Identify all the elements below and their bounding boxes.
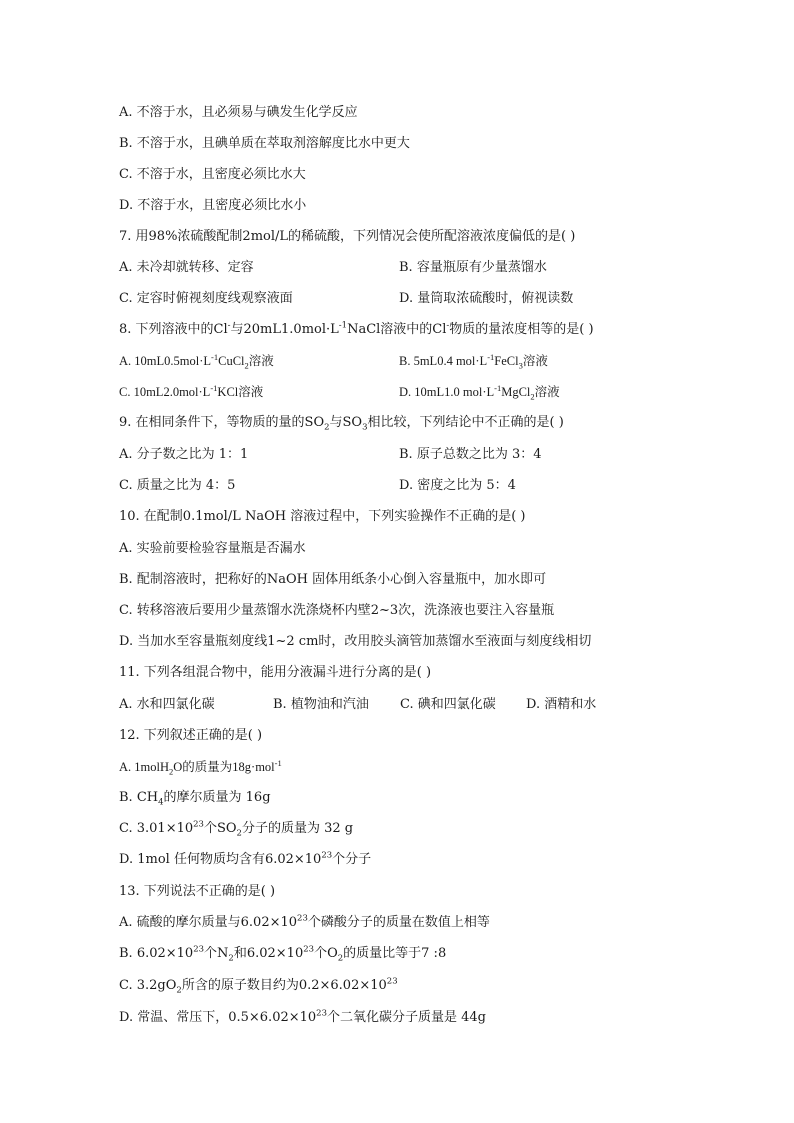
- q9-option-d: D. 密度之比为 5：4: [399, 478, 516, 493]
- q9-option-b: B. 原子总数之比为 3：4: [399, 447, 542, 462]
- q6-option-c: C. 不溶于水，且密度必须比水大: [119, 167, 306, 182]
- q10-option-b: B. 配制溶液时，把称好的NaOH 固体用纸条小心倒入容量瓶中，加水即可: [119, 572, 547, 587]
- q11-options: [119, 696, 596, 714]
- q10-option-d: D. 当加水至容量瓶刻度线1~2 cm时，改用胶头滴管加蒸馏水至液面与刻度线相切: [119, 634, 592, 649]
- q7-stem: 7. 用98%浓硫酸配制2mol/L的稀硫酸，下列情况会使所配溶液浓度偏低的是( ): [119, 229, 576, 244]
- q8-option-d: D. 10mL1.0 $mol\cdot L^{-1}MgCl_2$溶液: [399, 382, 560, 402]
- q8-option-b: B. 5mL0.4 $mol\cdot L^{-1}FeCl_3$溶液: [399, 351, 548, 371]
- q13-option-a: A. 硫酸的摩尔质量与$6.02\times 10^{23}$个磷酸分子的质量在数值上相等: [119, 913, 490, 930]
- q7-option-d: D. 量筒取浓硫酸时，俯视读数: [399, 291, 574, 306]
- q10-option-a: A. 实验前要检验容量瓶是否漏水: [119, 541, 306, 556]
- q6-option-a: A. 不溶于水，且必须易与碘发生化学反应: [119, 105, 358, 120]
- q13-stem: 13. 下列说法不正确的是( ): [119, 884, 276, 899]
- q8-stem: 8. 下列溶液中的Cl-与$20mL1.0mol\cdot L^{-1}NaCl$溶液中的Cl-物质的量浓度相等的是( ): [119, 320, 594, 337]
- q10-stem: 10. 在配制0.1mol/L NaOH 溶液过程中，下列实验操作不正确的是( ): [119, 509, 526, 524]
- q12-option-a: A. 1molH$_2$O的质量为18g·mol$^{-1}$: [119, 757, 282, 777]
- q7-option-a: A. 未冷却就转移、定容: [119, 260, 254, 275]
- q12-option-b: B. $CH_4$的摩尔质量为 16g: [119, 790, 271, 808]
- q7-option-c: C. 定容时俯视刻度线观察液面: [119, 291, 293, 306]
- q12-option-d: D. 1mol 任何物质均含有$6.02\times 10^{23}$个分子: [119, 850, 372, 867]
- q13-option-b: B. $6.02\times 10^{23}$个$N_2$和$6.02\times 10^{23}$个$O_2$的质量比等于7 :8: [119, 944, 447, 964]
- q11-stem: 11. 下列各组混合物中，能用分液漏斗进行分离的是( ): [119, 665, 432, 680]
- q8-option-a: A. $10mL0.5mol\cdot L^{-1}CuCl_2$溶液: [119, 351, 274, 371]
- q11-option-d: D. 酒精和水: [526, 697, 597, 712]
- q11-option-a: A. 水和四氯化碳: [119, 697, 215, 712]
- q6-option-b: B. 不溶于水，且碘单质在萃取剂溶解度比水中更大: [119, 136, 410, 151]
- q12-stem: 12. 下列叙述正确的是( ): [119, 728, 263, 743]
- q12-option-c: C. $3.01\times 10^{23}$个$SO_2$分子的质量为 32 g: [119, 819, 354, 839]
- q9-stem: 9. 在相同条件下，等物质的量的$SO_2$与$SO_3$相比较，下列结论中不正确的是( ): [119, 415, 564, 433]
- q13-option-c: C. $3.2gO_2$所含的原子数目约为$0.2\times 6.02\times 10^{23}$: [119, 976, 398, 996]
- q13-option-d: D. 常温、常压下，$0.5\times 6.02\times 10^{23}$个二氧化碳分子质量是 44g: [119, 1008, 486, 1025]
- q10-option-c: C. 转移溶液后要用少量蒸馏水洗涤烧杯内壁2~3次，洗涤液也要注入容量瓶: [119, 603, 555, 618]
- q11-option-b: B. 植物油和汽油: [273, 697, 369, 712]
- q8-option-c: C. $10mL2.0mol\cdot L^{-1}KCl$溶液: [119, 382, 264, 399]
- q11-option-c: C. 碘和四氯化碳: [400, 697, 496, 712]
- q9-option-a: A. 分子数之比为 1：1: [119, 447, 249, 462]
- q9-option-c: C. 质量之比为 4：5: [119, 478, 236, 493]
- q7-option-b: B. 容量瓶原有少量蒸馏水: [399, 260, 547, 275]
- q6-option-d: D. 不溶于水，且密度必须比水小: [119, 198, 307, 213]
